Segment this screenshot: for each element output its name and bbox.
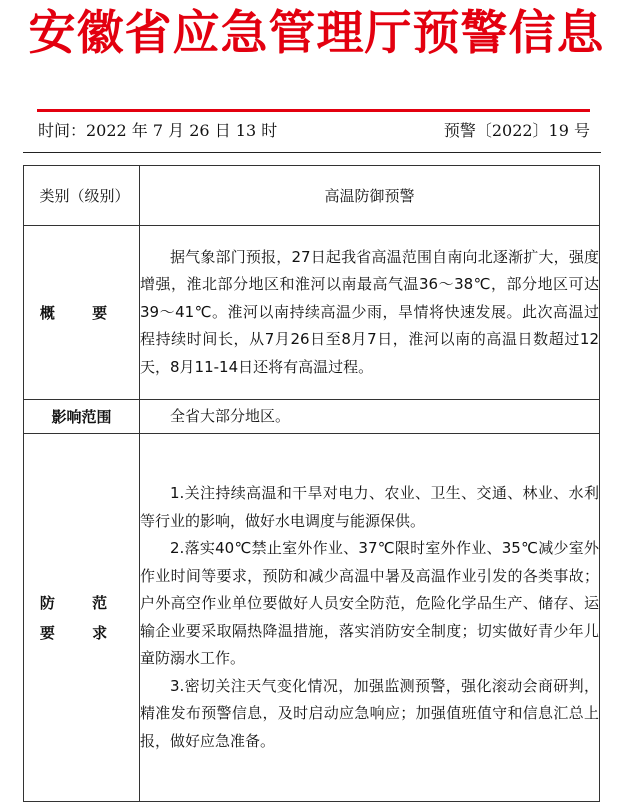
requirement-item: 2.落实40℃禁止室外作业、37℃限时室外作业、35℃减少室外作业时间等要求，预防和减少高温中暑及高温作业引发的各类事故；户外高空作业单位要做好人员安全防范，危险化学品生产、储存、运输企业要采取隔热降温措施，落实消防安全制度；切实做好青少年儿童防溺水工作。 (140, 539, 599, 667)
table-row-requirements (24, 434, 600, 802)
black-divider (23, 152, 601, 153)
table-row-scope (24, 400, 600, 434)
table-row-category (24, 166, 600, 226)
warning-table (23, 165, 600, 802)
requirement-item: 3.密切关注天气变化情况，加强监测预警，强化滚动会商研判，精准发布预警信息，及时启动应急响应；加强值班值守和信息汇总上报，做好应急准备。 (140, 676, 599, 750)
requirement-item: 1.关注持续高温和干旱对电力、农业、卫生、交通、林业、水利等行业的影响，做好水电调度与能源保供。 (140, 484, 599, 530)
summary-label: 概 要 (24, 226, 140, 400)
requirements-label: 防 范 要 求 (24, 434, 140, 802)
issue-time: 时间：2022 年 7 月 26 日 13 时 (38, 121, 278, 140)
red-divider (37, 109, 590, 112)
issue-number: 预警〔2022〕19 号 (443, 121, 590, 140)
category-label: 类别（级别） (24, 166, 140, 226)
requirements-value (140, 434, 600, 802)
scope-value: 全省大部分地区。 (140, 400, 600, 434)
category-value: 高温防御预警 (140, 166, 600, 226)
table-row-summary (24, 226, 600, 400)
document-title: 安徽省应急管理厅预警信息 (28, 6, 605, 61)
summary-value: 据气象部门预报，27日起我省高温范围自南向北逐渐扩大，强度增强，淮北部分地区和淮河以南最高气温36～38℃，部分地区可达39～41℃。淮河以南持续高温少雨，旱情将快速发展。此次高温过程持续时间长，从7月26日至8月7日，淮河以南的高温日数超过12天，8月11-14日还将有高温过程。 (140, 226, 600, 400)
scope-label: 影响范围 (24, 400, 140, 434)
